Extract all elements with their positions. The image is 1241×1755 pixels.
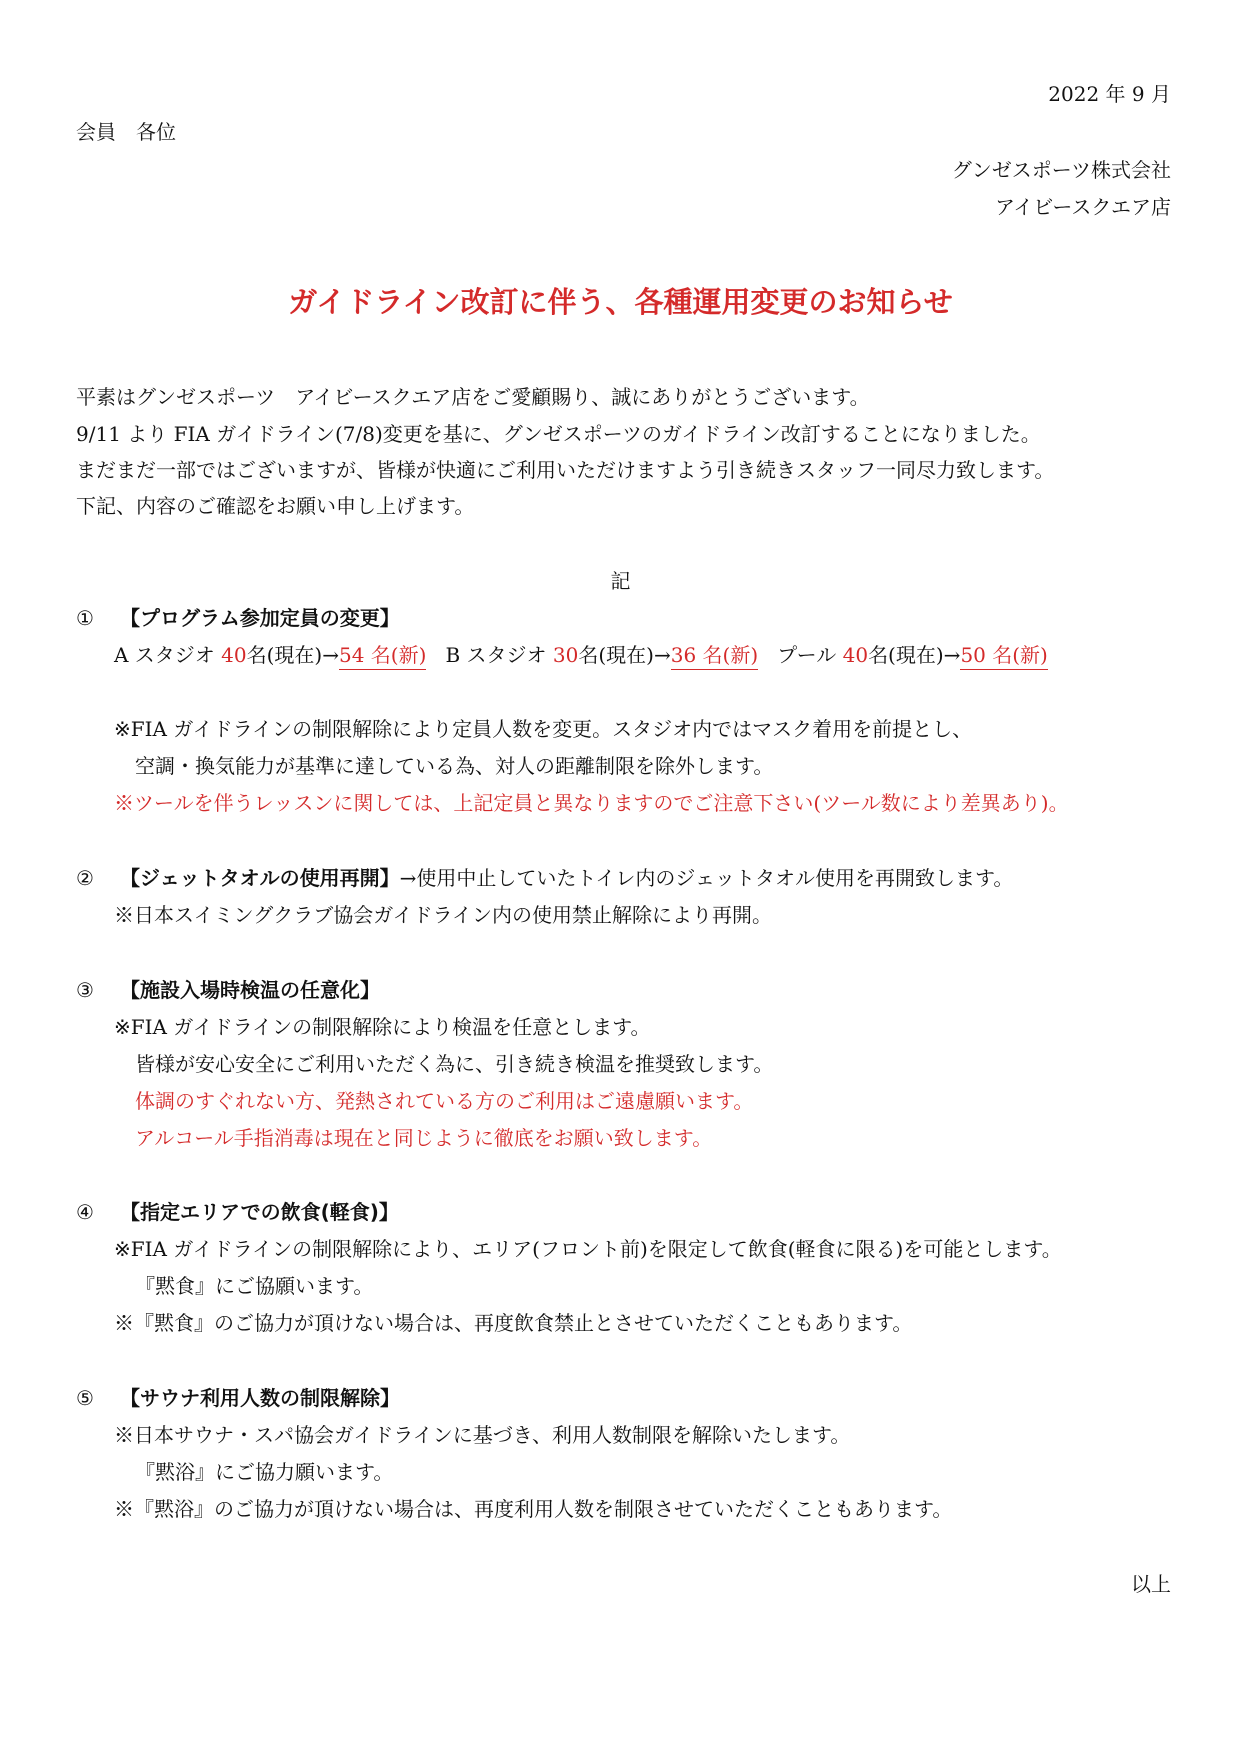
section-4-heading bbox=[76, 1198, 399, 1226]
section-1-note-1: ※FIA ガイドラインの制限解除により定員人数を変更。スタジオ内ではマスク着用を前提とし、 bbox=[114, 717, 973, 741]
section-1-note-2: 空調・換気能力が基準に達している為、対人の距離制限を除外します。 bbox=[135, 754, 774, 778]
pool-arrow: 名(現在)→ bbox=[868, 643, 961, 667]
intro-line-1: 平素はグンゼスポーツ アイビースクエア店をご愛顧賜り、誠にありがとうございます。 bbox=[76, 385, 870, 409]
section-4-title: 【指定エリアでの飲食(軽食)】 bbox=[120, 1200, 399, 1224]
studio-a-label: A スタジオ bbox=[114, 643, 215, 667]
section-2-note-1: ※日本スイミングクラブ協会ガイドライン内の使用禁止解除により再開。 bbox=[114, 903, 772, 927]
studio-a-new: 54 名(新) bbox=[339, 643, 426, 670]
section-5-heading bbox=[76, 1384, 400, 1412]
studio-a-arrow: 名(現在)→ bbox=[246, 643, 339, 667]
section-4-note-1: ※FIA ガイドラインの制限解除により、エリア(フロント前)を限定して飲食(軽食に限る)を可能とします。 bbox=[114, 1237, 1062, 1261]
section-2-title-tail: →使用中止していたトイレ内のジェットタオル使用を再開致します。 bbox=[399, 866, 1014, 890]
section-1-note-3: ※ツールを伴うレッスンに関しては、上記定員と異なりますのでご注意下さい(ツール数により差異あり)。 bbox=[114, 791, 1069, 815]
ki-mark: 記 bbox=[610, 569, 631, 593]
pool-label: プール bbox=[777, 643, 837, 667]
section-5-note-2: 『黙浴』にご協力願います。 bbox=[135, 1460, 394, 1484]
notice-title: ガイドライン改訂に伴う、各種運用変更のお知らせ bbox=[288, 285, 953, 319]
recipient: 会員 各位 bbox=[76, 120, 176, 144]
section-5-note-1: ※日本サウナ・スパ協会ガイドラインに基づき、利用人数制限を解除いたします。 bbox=[114, 1423, 851, 1447]
section-3-number: ③ bbox=[76, 978, 94, 1002]
section-1-number: ① bbox=[76, 606, 94, 630]
section-4-note-3: ※『黙食』のご協力が頂けない場合は、再度飲食禁止とさせていただくこともあります。 bbox=[114, 1311, 913, 1335]
section-2-title: 【ジェットタオルの使用再開】 bbox=[120, 866, 400, 890]
intro-line-3: まだまだ一部ではございますが、皆様が快適にご利用いただけますよう引き続きスタッフ一同尽力致します。 bbox=[76, 458, 1055, 482]
section-4-note-2: 『黙食』にご協願います。 bbox=[135, 1274, 374, 1298]
pool-current: 40 bbox=[842, 643, 869, 667]
section-2-number: ② bbox=[76, 866, 94, 890]
studio-b-new: 36 名(新) bbox=[671, 643, 758, 670]
pool-new: 50 名(新) bbox=[960, 643, 1047, 670]
store-name: アイビースクエア店 bbox=[995, 195, 1171, 219]
studio-b-current: 30 bbox=[552, 643, 579, 667]
section-3-title: 【施設入場時検温の任意化】 bbox=[120, 978, 380, 1002]
capacity-line bbox=[114, 641, 1048, 669]
section-2-heading bbox=[76, 864, 1013, 892]
section-3-note-3: 体調のすぐれない方、発熱されている方のご利用はご遠慮願います。 bbox=[135, 1089, 754, 1113]
section-4-number: ④ bbox=[76, 1200, 94, 1224]
closing-mark: 以上 bbox=[1131, 1572, 1171, 1596]
studio-a-current: 40 bbox=[221, 643, 247, 667]
intro-line-4: 下記、内容のご確認をお願い申し上げます。 bbox=[76, 494, 475, 518]
intro-line-2: 9/11 より FIA ガイドライン(7/8)変更を基に、グンゼスポーツのガイドライン改訂することになりました。 bbox=[76, 422, 1041, 446]
studio-b-label: B スタジオ bbox=[445, 643, 547, 667]
studio-b-arrow: 名(現在)→ bbox=[578, 643, 671, 667]
section-5-title: 【サウナ利用人数の制限解除】 bbox=[120, 1386, 400, 1410]
section-3-heading bbox=[76, 976, 380, 1004]
company-name: グンゼスポーツ株式会社 bbox=[951, 158, 1171, 182]
document-date: 2022 年 9 月 bbox=[1048, 82, 1171, 106]
section-3-note-4: アルコール手指消毒は現在と同じように徹底をお願い致します。 bbox=[135, 1126, 713, 1150]
section-5-number: ⑤ bbox=[76, 1386, 94, 1410]
section-3-note-2: 皆様が安心安全にご利用いただく為に、引き続き検温を推奨致します。 bbox=[135, 1052, 774, 1076]
section-1-heading bbox=[76, 604, 400, 632]
section-5-note-3: ※『黙浴』のご協力が頂けない場合は、再度利用人数を制限させていただくこともあります。 bbox=[114, 1497, 953, 1521]
section-3-note-1: ※FIA ガイドラインの制限解除により検温を任意とします。 bbox=[114, 1015, 651, 1039]
section-1-title: 【プログラム参加定員の変更】 bbox=[120, 606, 400, 630]
